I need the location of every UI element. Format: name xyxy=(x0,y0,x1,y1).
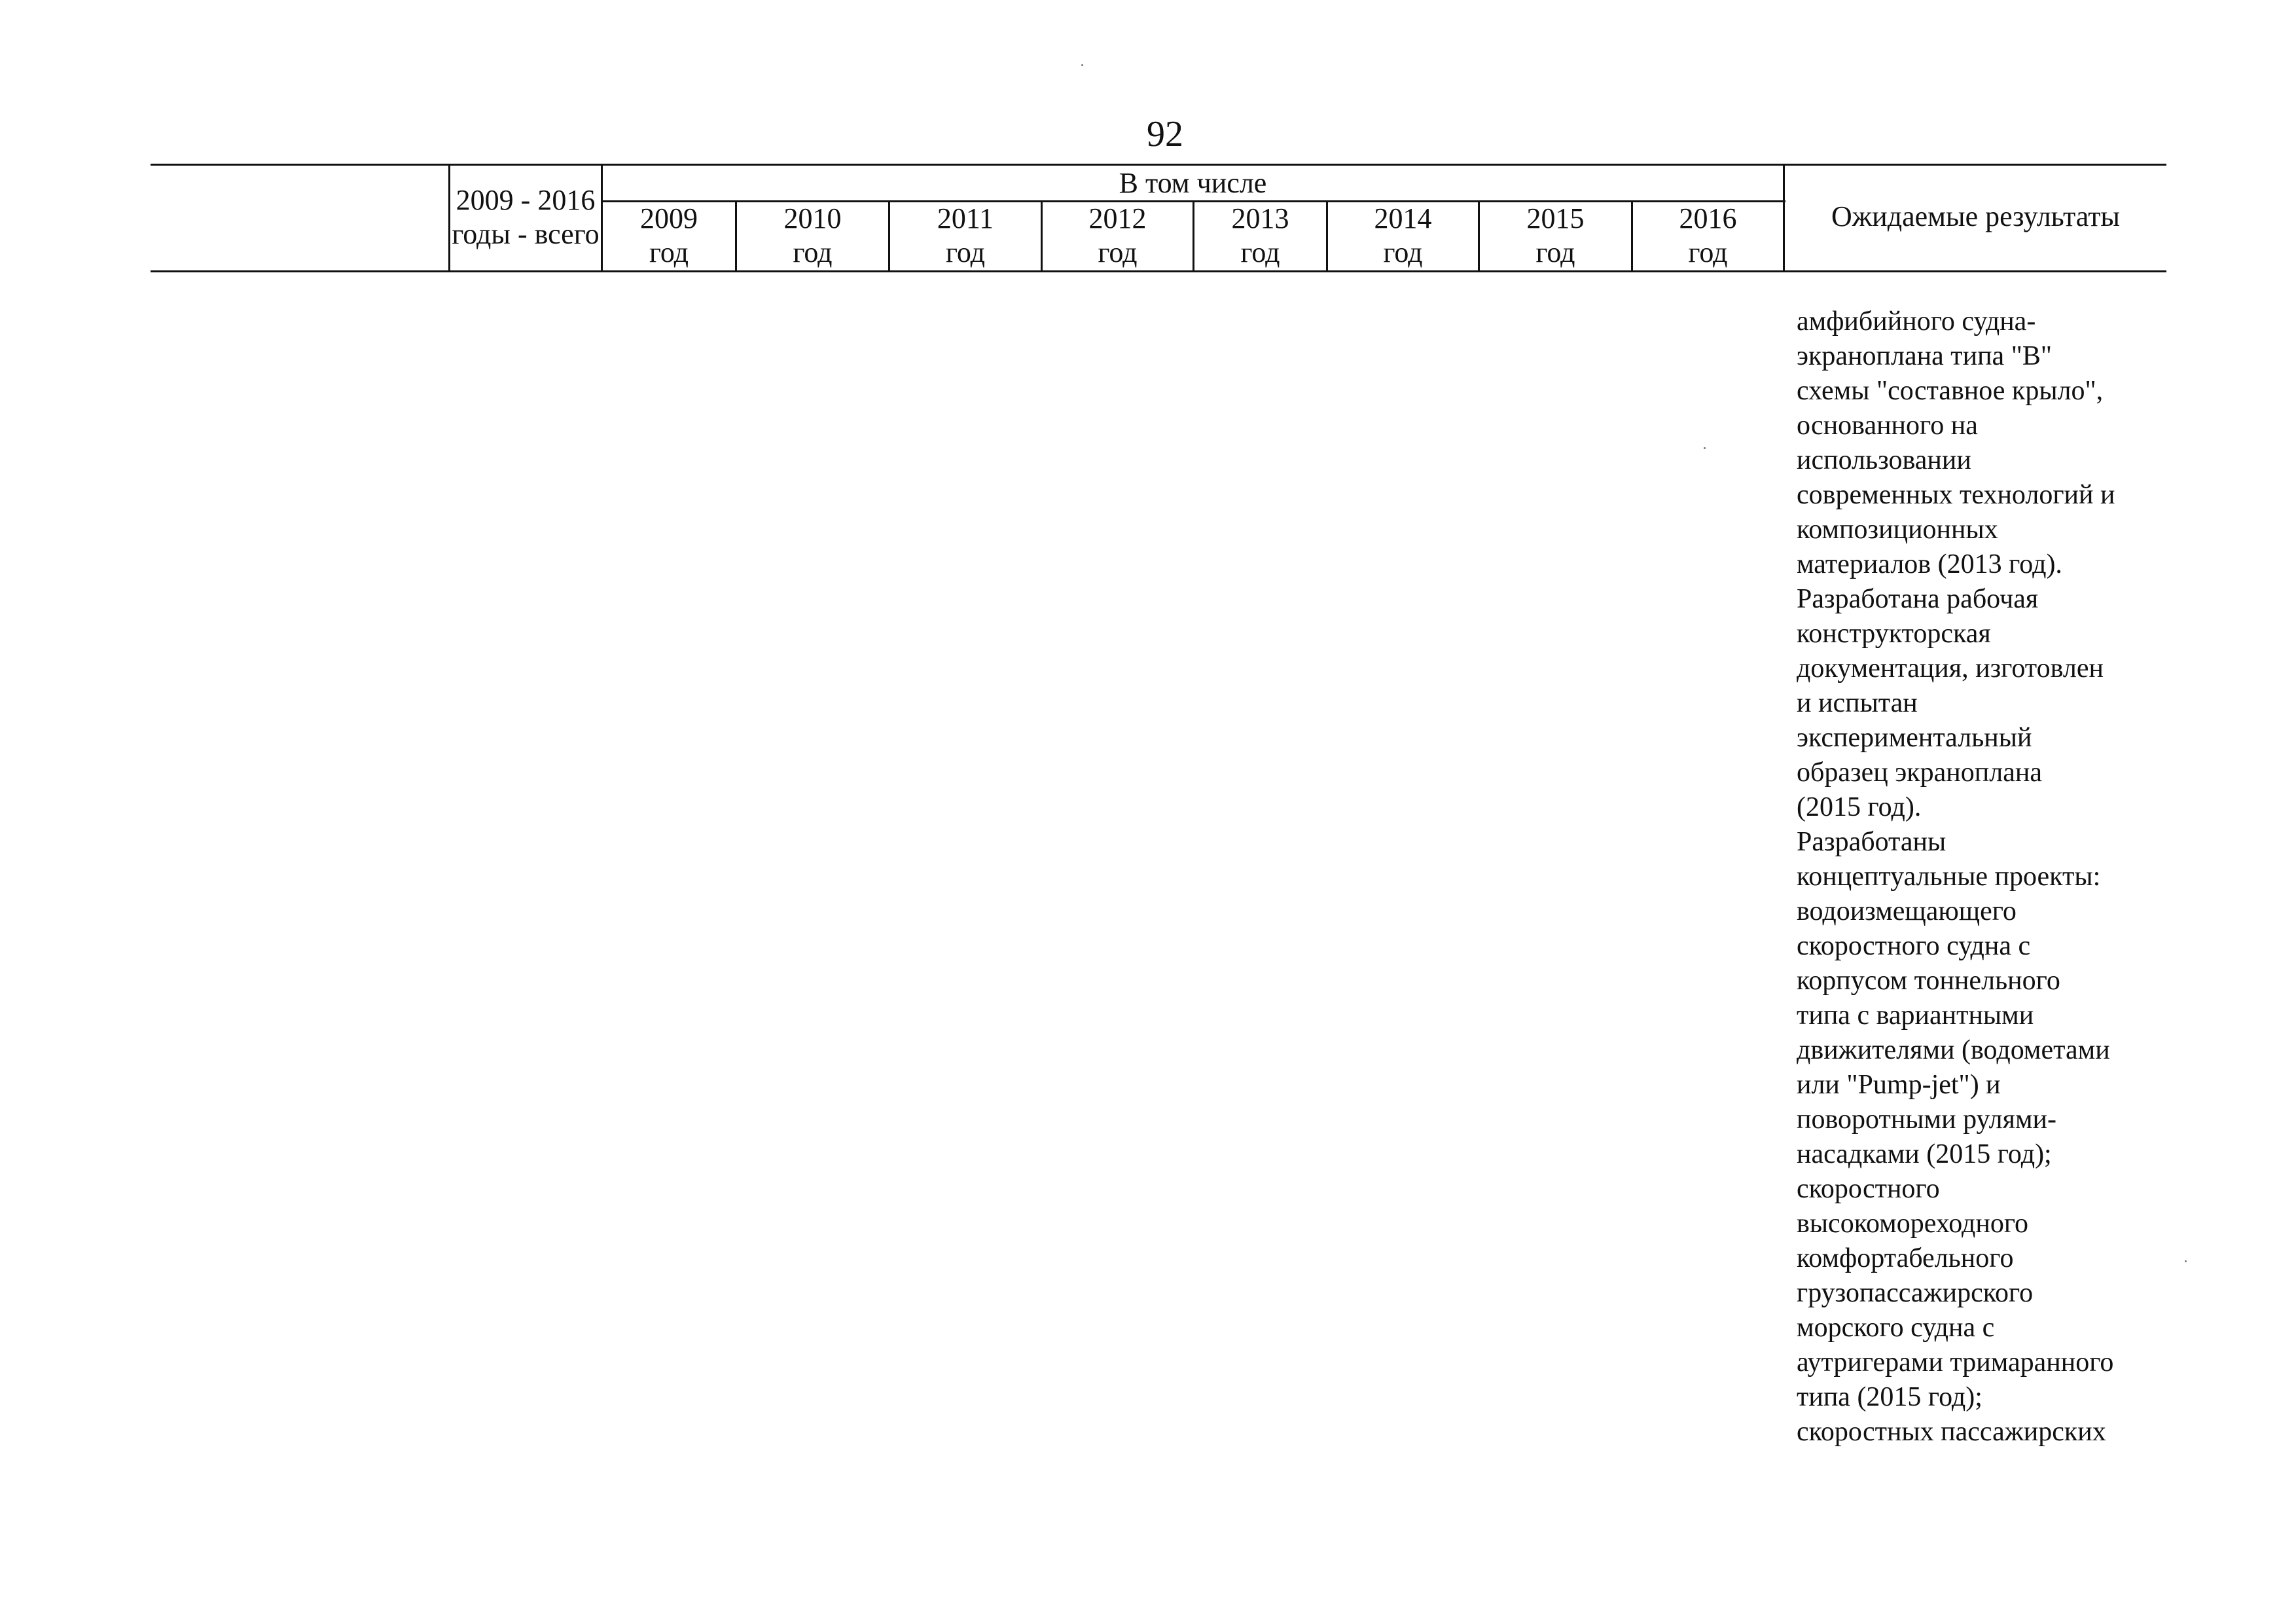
year-column-2014 xyxy=(1328,202,1478,270)
year-column-2010 xyxy=(737,202,888,270)
year-unit: год xyxy=(649,236,689,268)
results-line: корпусом тоннельного xyxy=(1797,966,2060,996)
results-line: грузопассажирского xyxy=(1797,1278,2034,1308)
results-line: образец экраноплана xyxy=(1797,757,2042,788)
year-unit: год xyxy=(1688,236,1728,268)
results-line: конструкторская xyxy=(1797,619,1991,649)
results-line: насадками (2015 год); xyxy=(1797,1139,2052,1169)
results-line: скоростных пассажирских xyxy=(1797,1417,2106,1447)
results-line: композиционных xyxy=(1797,515,1998,545)
year-value: 2011 xyxy=(937,202,994,234)
results-line: материалов (2013 год). xyxy=(1797,549,2062,579)
results-line: экраноплана типа "В" xyxy=(1797,341,2052,371)
year-value: 2012 xyxy=(1088,202,1147,234)
results-line: водоизмещающего xyxy=(1797,896,2017,926)
year-column-2015 xyxy=(1480,202,1631,270)
year-value: 2016 xyxy=(1679,202,1737,234)
year-column-2013 xyxy=(1194,202,1326,270)
results-line: скоростного xyxy=(1797,1174,1940,1204)
year-unit: год xyxy=(945,236,986,268)
year-column-2009 xyxy=(603,202,735,270)
results-line: или "Pump-jet") и xyxy=(1797,1070,2001,1100)
results-line: типа (2015 год); xyxy=(1797,1382,1982,1412)
total-period-caption: годы - всего xyxy=(452,218,600,250)
year-value: 2014 xyxy=(1374,202,1432,234)
expected-results-text xyxy=(1797,304,2189,1450)
results-line: концептуальные проекты: xyxy=(1797,862,2101,892)
results-line: основанного на xyxy=(1797,410,1978,441)
scan-speck xyxy=(2185,1260,2187,1262)
results-line: использовании xyxy=(1797,445,1971,475)
year-unit: год xyxy=(1240,236,1280,268)
results-line: современных технологий и xyxy=(1797,480,2115,510)
year-column-2011 xyxy=(890,202,1041,270)
year-unit: год xyxy=(1535,236,1575,268)
results-line: скоростного судна с xyxy=(1797,931,2031,961)
results-line: высокомореходного xyxy=(1797,1209,2029,1239)
year-value: 2015 xyxy=(1526,202,1585,234)
results-line: Разработаны xyxy=(1797,827,1946,857)
header-top-rule xyxy=(151,164,2166,166)
total-period-years: 2009 - 2016 xyxy=(456,184,596,216)
year-unit: год xyxy=(1383,236,1423,268)
results-line: экспериментальный xyxy=(1797,723,2032,753)
header-bottom-rule xyxy=(151,270,2166,272)
page-number: 92 xyxy=(1147,114,1183,155)
results-line: документация, изготовлен xyxy=(1797,653,2104,684)
results-line: и испытан xyxy=(1797,688,1918,718)
results-line: типа с вариантными xyxy=(1797,1000,2034,1030)
results-line: (2015 год). xyxy=(1797,792,1922,822)
year-value: 2009 xyxy=(640,202,698,234)
results-line: движителями (водометами xyxy=(1797,1035,2110,1065)
year-unit: год xyxy=(793,236,833,268)
results-line: поворотными рулями- xyxy=(1797,1104,2056,1135)
results-line: комфортабельного xyxy=(1797,1243,2014,1273)
results-line: аутригерами тримаранного xyxy=(1797,1347,2114,1377)
year-column-2012 xyxy=(1043,202,1193,270)
results-header: Ожидаемые результаты xyxy=(1831,200,2120,232)
total-period-label xyxy=(450,183,601,251)
year-unit: год xyxy=(1098,236,1138,268)
scan-speck xyxy=(1081,64,1083,66)
year-column-2016 xyxy=(1633,202,1783,270)
results-line: Разработана рабочая xyxy=(1797,584,2039,614)
year-value: 2010 xyxy=(783,202,842,234)
results-line: амфибийного судна- xyxy=(1797,306,2036,337)
including-header: В том числе xyxy=(1119,167,1267,199)
results-line: морского судна с xyxy=(1797,1313,1995,1343)
results-line: схемы "составное крыло", xyxy=(1797,376,2104,406)
scan-speck xyxy=(1704,447,1706,449)
year-value: 2013 xyxy=(1231,202,1289,234)
